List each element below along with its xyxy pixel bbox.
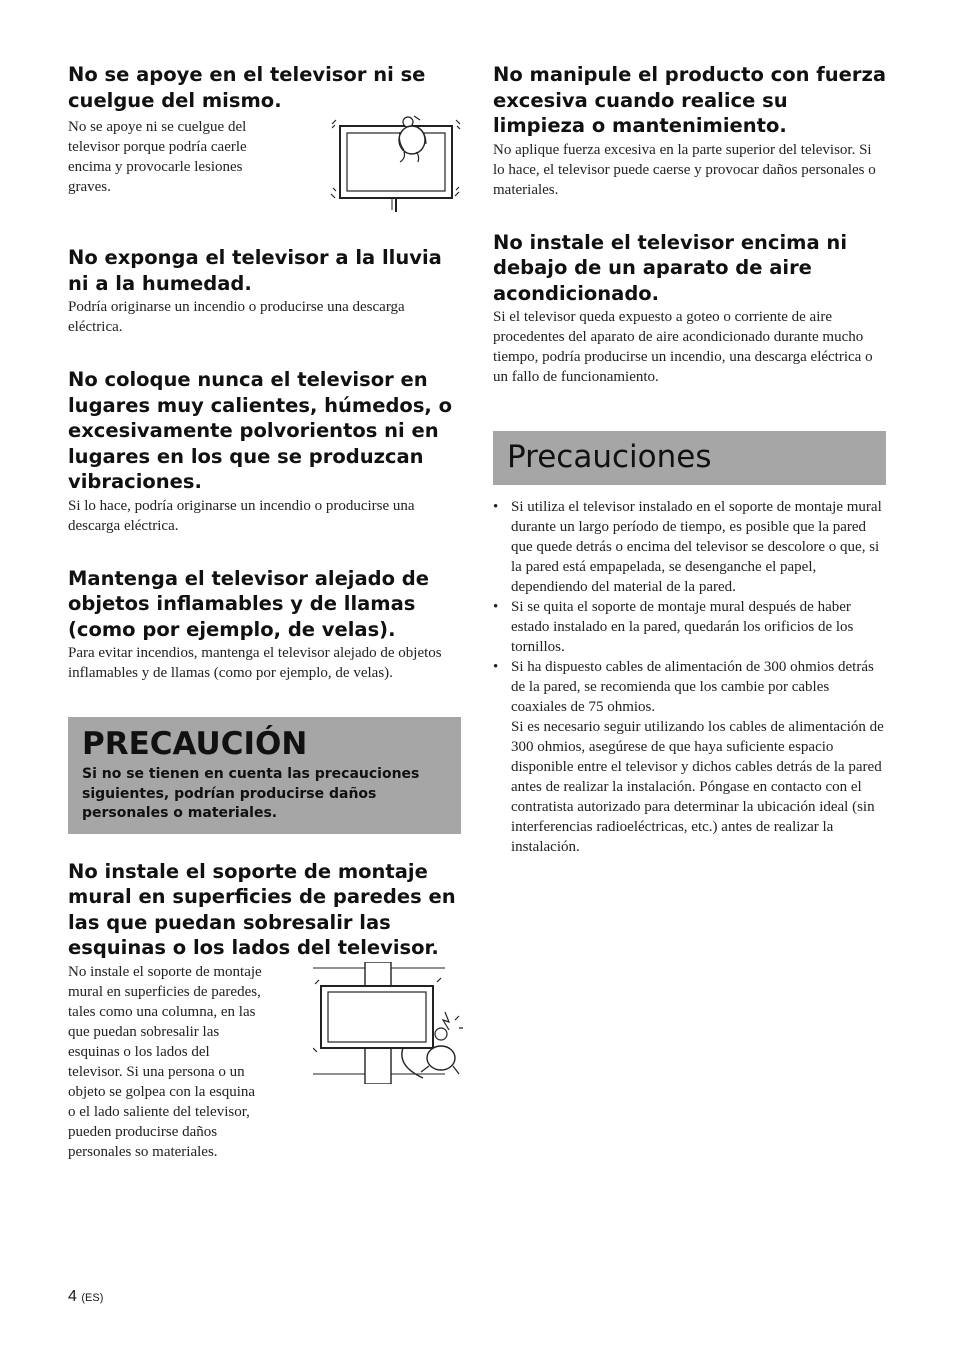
section-aire-acondicionado xyxy=(493,230,886,388)
list-item: • Si utiliza el televisor instalado en el soporte de montaje mural durante un largo período de tiempo, es posible que la pared que quede detrás o encima del televisor se descolore o que, si la pared está empapelada, se desenganche el papel, dependiendo del material de la pared. xyxy=(493,499,882,595)
section-fuerza-excesiva xyxy=(493,62,886,200)
language-code: (ES) xyxy=(81,1292,104,1304)
section-lluvia-humedad xyxy=(68,245,461,337)
section-text: Si lo hace, podría originarse un incendio o producirse una descarga eléctrica. xyxy=(68,497,415,534)
section-text: No se apoye ni se cuelgue del televisor porque podría caerle encima y provocarle lesiones graves. xyxy=(68,119,247,195)
section-text: Para evitar incendios, mantenga el televisor alejado de objetos inflamables y de llamas (como por ejemplo, de velas). xyxy=(68,645,442,681)
section-heading: No exponga el televisor a la lluvia ni a la humedad. xyxy=(68,246,442,295)
right-column xyxy=(493,62,886,857)
bullet-marker: • xyxy=(493,499,499,515)
section-heading: No coloque nunca el televisor en lugares muy calientes, húmedos, o excesivamente polvorientos ni en lugares en los que se produzcan vibraciones. xyxy=(68,368,453,493)
precauciones-title: Precauciones xyxy=(507,439,712,475)
section-soporte-mural xyxy=(68,859,461,1162)
section-lugares-calientes xyxy=(68,367,461,536)
precauciones-list xyxy=(493,497,886,857)
section-heading: No instale el televisor encima ni debajo de un aparato de aire acondicionado. xyxy=(493,230,847,305)
caution-text: Si no se tienen en cuenta las precauciones siguientes, podrían producirse daños personales o materiales. xyxy=(82,766,420,821)
caution-title: PRECAUCIÓN xyxy=(82,726,308,762)
column-wall-mount-illustration xyxy=(313,962,463,1084)
section-objetos-inflamables xyxy=(68,566,461,684)
section-text: No aplique fuerza excesiva en la parte superior del televisor. Si lo hace, el televisor puede caerse y provocar daños personales o materiales. xyxy=(493,141,876,198)
section-heading: No instale el soporte de montaje mural en superficies de paredes en las que puedan sobresalir las esquinas o los lados del televisor. xyxy=(68,859,456,959)
page-number: 4 xyxy=(68,1288,77,1305)
section-text: Si el televisor queda expuesto a goteo o corriente de aire procedentes del aparato de aire acondicionado durante mucho tiempo, podría producirse un incendio, una descarga eléctrica o un fallo de funcionamiento. xyxy=(493,309,873,385)
person-leaning-on-tv-illustration xyxy=(328,114,464,212)
section-text: No instale el soporte de montaje mural en superficies de paredes, tales como una columna, en las que puedan sobresalir las esquinas o los lados del televisor. Si una persona o un objeto se golpea con la esquina o el lado saliente del televisor, pueden producirse daños personales so materiales. xyxy=(68,963,262,1160)
left-column xyxy=(68,62,461,1162)
bullet-marker: • xyxy=(493,599,499,615)
section-heading: Mantenga el televisor alejado de objetos inflamables y de llamas (como por ejemplo, de velas). xyxy=(68,566,429,641)
bullet-marker: • xyxy=(493,659,499,675)
list-item-continuation: Si es necesario seguir utilizando los cables de alimentación de 300 ohmios, asegúrese de que haya suficiente espacio disponible entre el televisor y dichos cables detrás de la pared antes de realizar la instalación. Póngase en contacto con el contratista autorizado para determinar la ubicación ideal (sin interferencias radioeléctricas, etc.) antes de realizar la instalación. xyxy=(511,719,884,855)
section-no-apoyarse xyxy=(68,62,461,212)
page-footer xyxy=(68,1288,103,1306)
section-heading: No manipule el producto con fuerza excesiva cuando realice su limpieza o mantenimiento. xyxy=(493,63,887,137)
section-heading: No se apoye en el televisor ni se cuelgue del mismo. xyxy=(68,63,426,112)
section-text: Podría originarse un incendio o producirse una descarga eléctrica. xyxy=(68,299,405,335)
caution-box xyxy=(68,717,461,834)
precauciones-banner xyxy=(493,431,886,485)
list-item: • Si se quita el soporte de montaje mural después de haber estado instalado en la pared, quedarán los orificios de los tornillos. xyxy=(493,599,854,655)
list-item: • Si ha dispuesto cables de alimentación de 300 ohmios detrás de la pared, se recomienda que los cambie por cables coaxiales de 75 ohmios. Si es necesario seguir utilizando los cables de alimentación de 300 ohmios, asegúrese de que haya suficiente espacio disponible entre el televisor y dichos cables detrás de la pared antes de realizar la instalación. Póngase en contacto con el contratista autorizado para determinar la ubicación ideal (sin interferencias radioeléctricas, etc.) antes de realizar la instalación. xyxy=(493,659,884,855)
